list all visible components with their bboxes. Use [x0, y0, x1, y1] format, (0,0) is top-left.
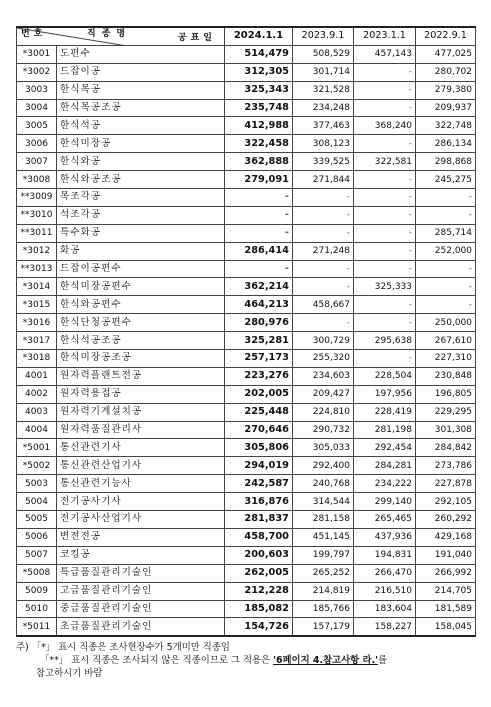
table-row [17, 350, 476, 368]
wage-value: 181,589 [416, 600, 476, 618]
job-name: 한식와공편수 [57, 296, 225, 314]
wage-value: - [293, 260, 354, 278]
table-row [17, 153, 476, 171]
wage-value: 305,033 [293, 439, 354, 457]
wage-value: 301,714 [293, 63, 354, 81]
date-header: 2023.1.1 [354, 27, 416, 45]
wage-value: 230,848 [416, 367, 476, 385]
table-row [17, 403, 476, 421]
wage-value: 257,173 [225, 350, 293, 368]
job-code: **3011 [17, 224, 57, 242]
wage-value: - [225, 206, 293, 224]
job-code: 3006 [17, 135, 57, 153]
table-row [17, 224, 476, 242]
wage-value: 281,837 [225, 511, 293, 529]
wage-value: 271,248 [293, 242, 354, 260]
survey-label: 공표일 [177, 33, 216, 43]
table-row [17, 528, 476, 546]
wage-value: - [354, 135, 416, 153]
wage-value: 299,140 [354, 493, 416, 511]
wage-value: 196,805 [416, 385, 476, 403]
wage-value: 227,878 [416, 475, 476, 493]
job-name: 한식목공조공 [57, 99, 225, 117]
job-code: **3009 [17, 189, 57, 207]
wage-value: 322,581 [354, 153, 416, 171]
job-code: 3005 [17, 117, 57, 135]
wage-value: 252,000 [416, 242, 476, 260]
wage-value: 362,214 [225, 278, 293, 296]
wage-value: 242,587 [225, 475, 293, 493]
job-code: 4001 [17, 367, 57, 385]
wage-value: 235,748 [225, 99, 293, 117]
job-name: 목조각공 [57, 189, 225, 207]
wage-value: 158,227 [354, 618, 416, 636]
wage-value: 284,281 [354, 457, 416, 475]
table-row [17, 511, 476, 529]
wage-value: 284,842 [416, 439, 476, 457]
wage-value: 429,168 [416, 528, 476, 546]
wage-value: - [354, 206, 416, 224]
wage-value: 298,868 [416, 153, 476, 171]
wage-value: - [354, 81, 416, 99]
wage-value: 234,603 [293, 367, 354, 385]
wage-value: - [225, 224, 293, 242]
name-label: 직종명 [87, 28, 132, 39]
wage-value: 185,082 [225, 600, 293, 618]
wage-value: - [416, 296, 476, 314]
wage-value: 437,936 [354, 528, 416, 546]
wage-value: 228,504 [354, 367, 416, 385]
wage-value: 214,705 [416, 582, 476, 600]
job-name: 한식와공조공 [57, 171, 225, 189]
job-code: *3012 [17, 242, 57, 260]
wage-value: - [354, 260, 416, 278]
wage-value: 191,040 [416, 546, 476, 564]
wage-value: 194,831 [354, 546, 416, 564]
wage-value: 325,281 [225, 332, 293, 350]
wage-value: 209,937 [416, 99, 476, 117]
job-name: 특수화공 [57, 224, 225, 242]
wage-value: 458,700 [225, 528, 293, 546]
wage-value: 457,143 [354, 45, 416, 63]
table-row [17, 117, 476, 135]
wage-value: 185,766 [293, 600, 354, 618]
table-row [17, 332, 476, 350]
wage-value: 154,726 [225, 618, 293, 636]
table-row [17, 81, 476, 99]
wage-value: - [293, 278, 354, 296]
job-name: 특급품질관리기술인 [57, 564, 225, 582]
wage-value: 280,702 [416, 63, 476, 81]
wage-value: 157,179 [293, 618, 354, 636]
job-code: *5001 [17, 439, 57, 457]
job-code: 5006 [17, 528, 57, 546]
wage-value: 312,305 [225, 63, 293, 81]
wage-value: - [416, 260, 476, 278]
table-row [17, 367, 476, 385]
footnotes [16, 641, 486, 680]
wage-value: 273,786 [416, 457, 476, 475]
job-code: *3002 [17, 63, 57, 81]
table-body [17, 45, 476, 636]
wage-value: 281,158 [293, 511, 354, 529]
table-row [17, 135, 476, 153]
wage-value: 314,544 [293, 493, 354, 511]
job-code: *3018 [17, 350, 57, 368]
table-row [17, 457, 476, 475]
wage-value: 322,458 [225, 135, 293, 153]
wage-value: 301,308 [416, 421, 476, 439]
job-code: **3010 [17, 206, 57, 224]
wage-value: - [354, 296, 416, 314]
wage-value: 412,988 [225, 117, 293, 135]
table-row [17, 493, 476, 511]
wage-value: 322,748 [416, 117, 476, 135]
job-name: 한식석공조공 [57, 332, 225, 350]
table-row [17, 582, 476, 600]
job-name: 코킹공 [57, 546, 225, 564]
job-code: 3007 [17, 153, 57, 171]
wage-value: 362,888 [225, 153, 293, 171]
job-code: 5004 [17, 493, 57, 511]
wage-value: 266,992 [416, 564, 476, 582]
wage-value: 183,604 [354, 600, 416, 618]
job-name: 한식목공 [57, 81, 225, 99]
job-name: 전기공사산업기사 [57, 511, 225, 529]
date-header: 2023.9.1 [293, 27, 354, 45]
job-code: *3008 [17, 171, 57, 189]
job-code: *5008 [17, 564, 57, 582]
job-code: *3015 [17, 296, 57, 314]
wage-value: 279,091 [225, 171, 293, 189]
wage-value: 321,528 [293, 81, 354, 99]
job-code: *5011 [17, 618, 57, 636]
wage-value: 200,603 [225, 546, 293, 564]
date-header: 2024.1.1 [225, 27, 293, 45]
job-name: 통신관련기능사 [57, 475, 225, 493]
job-code: *5002 [17, 457, 57, 475]
job-name: 고급품질관리기술인 [57, 582, 225, 600]
wage-value: 458,667 [293, 296, 354, 314]
wage-value: 267,610 [416, 332, 476, 350]
wage-value: 339,525 [293, 153, 354, 171]
job-name: 드잡이공편수 [57, 260, 225, 278]
job-code: 5009 [17, 582, 57, 600]
wage-value: 325,333 [354, 278, 416, 296]
job-name: 석조각공 [57, 206, 225, 224]
wage-value: 464,213 [225, 296, 293, 314]
wage-value: 286,134 [416, 135, 476, 153]
wage-table [16, 26, 476, 637]
job-name: 도편수 [57, 45, 225, 63]
wage-value: 325,343 [225, 81, 293, 99]
job-code: *3014 [17, 278, 57, 296]
wage-value: - [354, 171, 416, 189]
wage-value: 271,844 [293, 171, 354, 189]
table-row [17, 314, 476, 332]
wage-value: 294,019 [225, 457, 293, 475]
job-name: 원자력기계설치공 [57, 403, 225, 421]
wage-value: - [225, 189, 293, 207]
table-row [17, 45, 476, 63]
wage-value: 377,463 [293, 117, 354, 135]
wage-value: 292,400 [293, 457, 354, 475]
wage-value: - [354, 350, 416, 368]
wage-value: 229,295 [416, 403, 476, 421]
footnote-1: 주) 「*」 표시 직종은 조사현장수가 5개미만 직종임 [16, 642, 230, 653]
table-row [17, 421, 476, 439]
table-row [17, 385, 476, 403]
wage-value: - [354, 99, 416, 117]
wage-value: - [354, 314, 416, 332]
wage-value: - [354, 224, 416, 242]
table-row [17, 546, 476, 564]
wage-value: 292,454 [354, 439, 416, 457]
wage-value: 368,240 [354, 117, 416, 135]
wage-value: 285,714 [416, 224, 476, 242]
wage-value: 209,427 [293, 385, 354, 403]
wage-value: 266,470 [354, 564, 416, 582]
wage-value: 260,292 [416, 511, 476, 529]
wage-value: - [354, 189, 416, 207]
job-name: 한식와공 [57, 153, 225, 171]
date-header: 2022.9.1 [416, 27, 476, 45]
table-row [17, 189, 476, 207]
job-code: *3016 [17, 314, 57, 332]
wage-value: 279,380 [416, 81, 476, 99]
job-name: 화공 [57, 242, 225, 260]
table-row [17, 475, 476, 493]
job-name: 원자력플랜트전공 [57, 367, 225, 385]
wage-value: - [293, 206, 354, 224]
table-row [17, 242, 476, 260]
job-name: 한식미장공조공 [57, 350, 225, 368]
job-name: 한식단청공편수 [57, 314, 225, 332]
table-row [17, 439, 476, 457]
wage-value: 451,145 [293, 528, 354, 546]
wage-value: - [354, 242, 416, 260]
job-code: 3003 [17, 81, 57, 99]
wage-value: 477,025 [416, 45, 476, 63]
wage-value: 280,976 [225, 314, 293, 332]
job-code: 3004 [17, 99, 57, 117]
header-diagonal-cell [17, 27, 225, 45]
footnote-2-reference: '6페이지 4.참고사항 라.' [273, 655, 378, 666]
table-row [17, 278, 476, 296]
footnote-3: 참고하시기 바람 [36, 668, 103, 679]
wage-value: - [293, 314, 354, 332]
job-name: 통신관련기사 [57, 439, 225, 457]
job-name: 초급품질관리기술인 [57, 618, 225, 636]
table-row [17, 618, 476, 636]
job-code: 4003 [17, 403, 57, 421]
job-name: 원자력용접공 [57, 385, 225, 403]
code-label: 번호 [21, 28, 47, 39]
wage-value: - [293, 224, 354, 242]
wage-value: - [416, 189, 476, 207]
wage-value: 286,414 [225, 242, 293, 260]
wage-value: 316,876 [225, 493, 293, 511]
wage-value: 240,768 [293, 475, 354, 493]
wage-value: 234,222 [354, 475, 416, 493]
job-name: 중급품질관리기술인 [57, 600, 225, 618]
job-name: 한식미장공편수 [57, 278, 225, 296]
wage-value: - [293, 189, 354, 207]
wage-value: 223,276 [225, 367, 293, 385]
wage-value: - [416, 278, 476, 296]
job-code: **3013 [17, 260, 57, 278]
wage-value: 305,806 [225, 439, 293, 457]
job-code: 5005 [17, 511, 57, 529]
wage-value: - [416, 206, 476, 224]
job-name: 한식석공 [57, 117, 225, 135]
wage-value: 308,123 [293, 135, 354, 153]
wage-value: 224,810 [293, 403, 354, 421]
job-code: *3001 [17, 45, 57, 63]
wage-value: 262,005 [225, 564, 293, 582]
table-row [17, 564, 476, 582]
wage-value: 234,248 [293, 99, 354, 117]
wage-value: 270,646 [225, 421, 293, 439]
table-row [17, 260, 476, 278]
wage-value: 202,005 [225, 385, 293, 403]
wage-value: 227,310 [416, 350, 476, 368]
wage-value: 265,252 [293, 564, 354, 582]
job-name: 원자력품질관리사 [57, 421, 225, 439]
wage-value: 300,729 [293, 332, 354, 350]
wage-value: 255,320 [293, 350, 354, 368]
job-name: 통신관련산업기사 [57, 457, 225, 475]
table-row [17, 600, 476, 618]
table-row [17, 296, 476, 314]
job-name: 드잡이공 [57, 63, 225, 81]
table-row [17, 99, 476, 117]
wage-value: 214,819 [293, 582, 354, 600]
table-row [17, 171, 476, 189]
job-code: 4002 [17, 385, 57, 403]
job-name: 한식미장공 [57, 135, 225, 153]
wage-value: 225,448 [225, 403, 293, 421]
wage-value: 158,045 [416, 618, 476, 636]
footnote-2-tail: 를 [377, 655, 388, 666]
wage-value: 245,275 [416, 171, 476, 189]
footnote-2 [16, 654, 486, 667]
job-code: 5007 [17, 546, 57, 564]
wage-value: 216,510 [354, 582, 416, 600]
table-row [17, 63, 476, 81]
wage-value: 281,198 [354, 421, 416, 439]
wage-value: - [354, 63, 416, 81]
table-header-row [17, 27, 476, 45]
job-code: *3017 [17, 332, 57, 350]
wage-value: 290,732 [293, 421, 354, 439]
job-code: 5003 [17, 475, 57, 493]
wage-value: 508,529 [293, 45, 354, 63]
wage-value: - [225, 260, 293, 278]
job-name: 변전전공 [57, 528, 225, 546]
job-code: 5010 [17, 600, 57, 618]
wage-value: 265,465 [354, 511, 416, 529]
table-row [17, 206, 476, 224]
wage-value: 197,956 [354, 385, 416, 403]
wage-value: 212,228 [225, 582, 293, 600]
wage-value: 292,105 [416, 493, 476, 511]
wage-value: 228,419 [354, 403, 416, 421]
wage-value: 199,797 [293, 546, 354, 564]
wage-value: 514,479 [225, 45, 293, 63]
job-code: 4004 [17, 421, 57, 439]
footnote-2-text: 「**」 표시 직종은 조사되지 않은 직종이므로 그 적용은 [40, 655, 274, 666]
wage-value: 295,638 [354, 332, 416, 350]
job-name: 전기공사기사 [57, 493, 225, 511]
wage-value: 250,000 [416, 314, 476, 332]
